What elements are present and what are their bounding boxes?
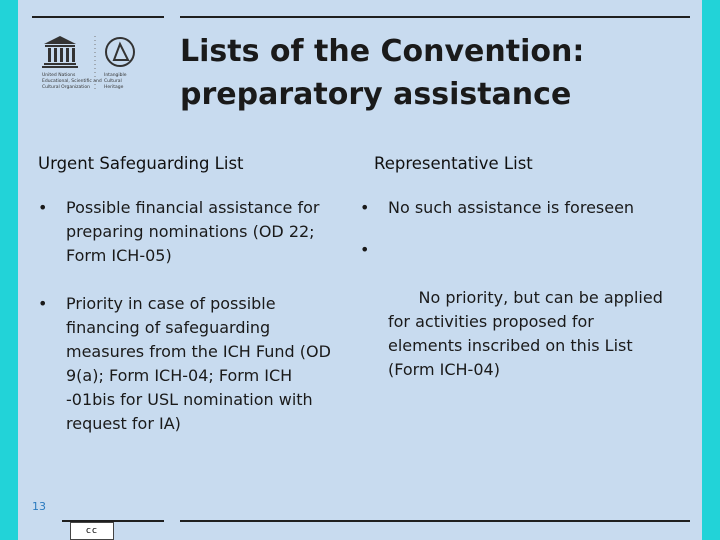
bullet-icon: • — [360, 198, 370, 217]
left-bullet-text-2: Priority in case of possible financing of safeguarding measures from the ICH Fund (OD 9(a); Form ICH-04; Form ICH -01bis for USL nomination with request for IA) — [66, 294, 331, 433]
slide-title — [180, 30, 680, 116]
bullet-icon: • — [38, 198, 48, 217]
logo-org-line-2: Educational, Scientific and — [42, 79, 102, 84]
creative-commons-badge-icon: cc — [70, 522, 114, 540]
page-number: 13 — [32, 500, 46, 513]
logo-org-line-3: Cultural Organization — [42, 85, 90, 90]
logo-side-line-1: Intangible — [104, 73, 127, 78]
left-column-heading: Urgent Safeguarding List — [38, 154, 244, 173]
logo-side-line-3: Heritage — [104, 85, 124, 90]
bottom-rule-right — [180, 520, 690, 522]
right-bullet-item — [352, 238, 684, 406]
left-bullet-item — [30, 196, 340, 268]
left-bullet-item — [30, 292, 340, 436]
top-rule-left — [32, 16, 164, 18]
title-line-2: preparatory assistance — [180, 77, 572, 112]
right-bullet-item — [352, 196, 672, 220]
right-bullet-text-2: No priority, but can be applied for activities proposed for elements inscribed on this List (Form ICH-04) — [388, 288, 684, 379]
slide — [18, 0, 702, 540]
bullet-icon: • — [360, 240, 370, 259]
right-bullet-list — [352, 196, 684, 424]
logo-org-line-1: United Nations — [42, 73, 76, 78]
right-bullet-text-1: No such assistance is foreseen — [388, 198, 635, 217]
unesco-temple-icon — [42, 36, 78, 68]
bullet-icon: • — [38, 294, 48, 313]
title-line-1: Lists of the Convention: — [180, 34, 585, 69]
ich-mark-icon — [106, 38, 134, 66]
right-column-heading: Representative List — [374, 154, 533, 173]
unesco-ich-logo — [40, 32, 150, 94]
top-rule-right — [180, 16, 690, 18]
left-bullet-list — [30, 196, 340, 454]
left-bullet-text-1: Possible financial assistance for preparing nominations (OD 22; Form ICH-05) — [66, 198, 320, 265]
logo-side-line-2: Cultural — [104, 79, 122, 84]
